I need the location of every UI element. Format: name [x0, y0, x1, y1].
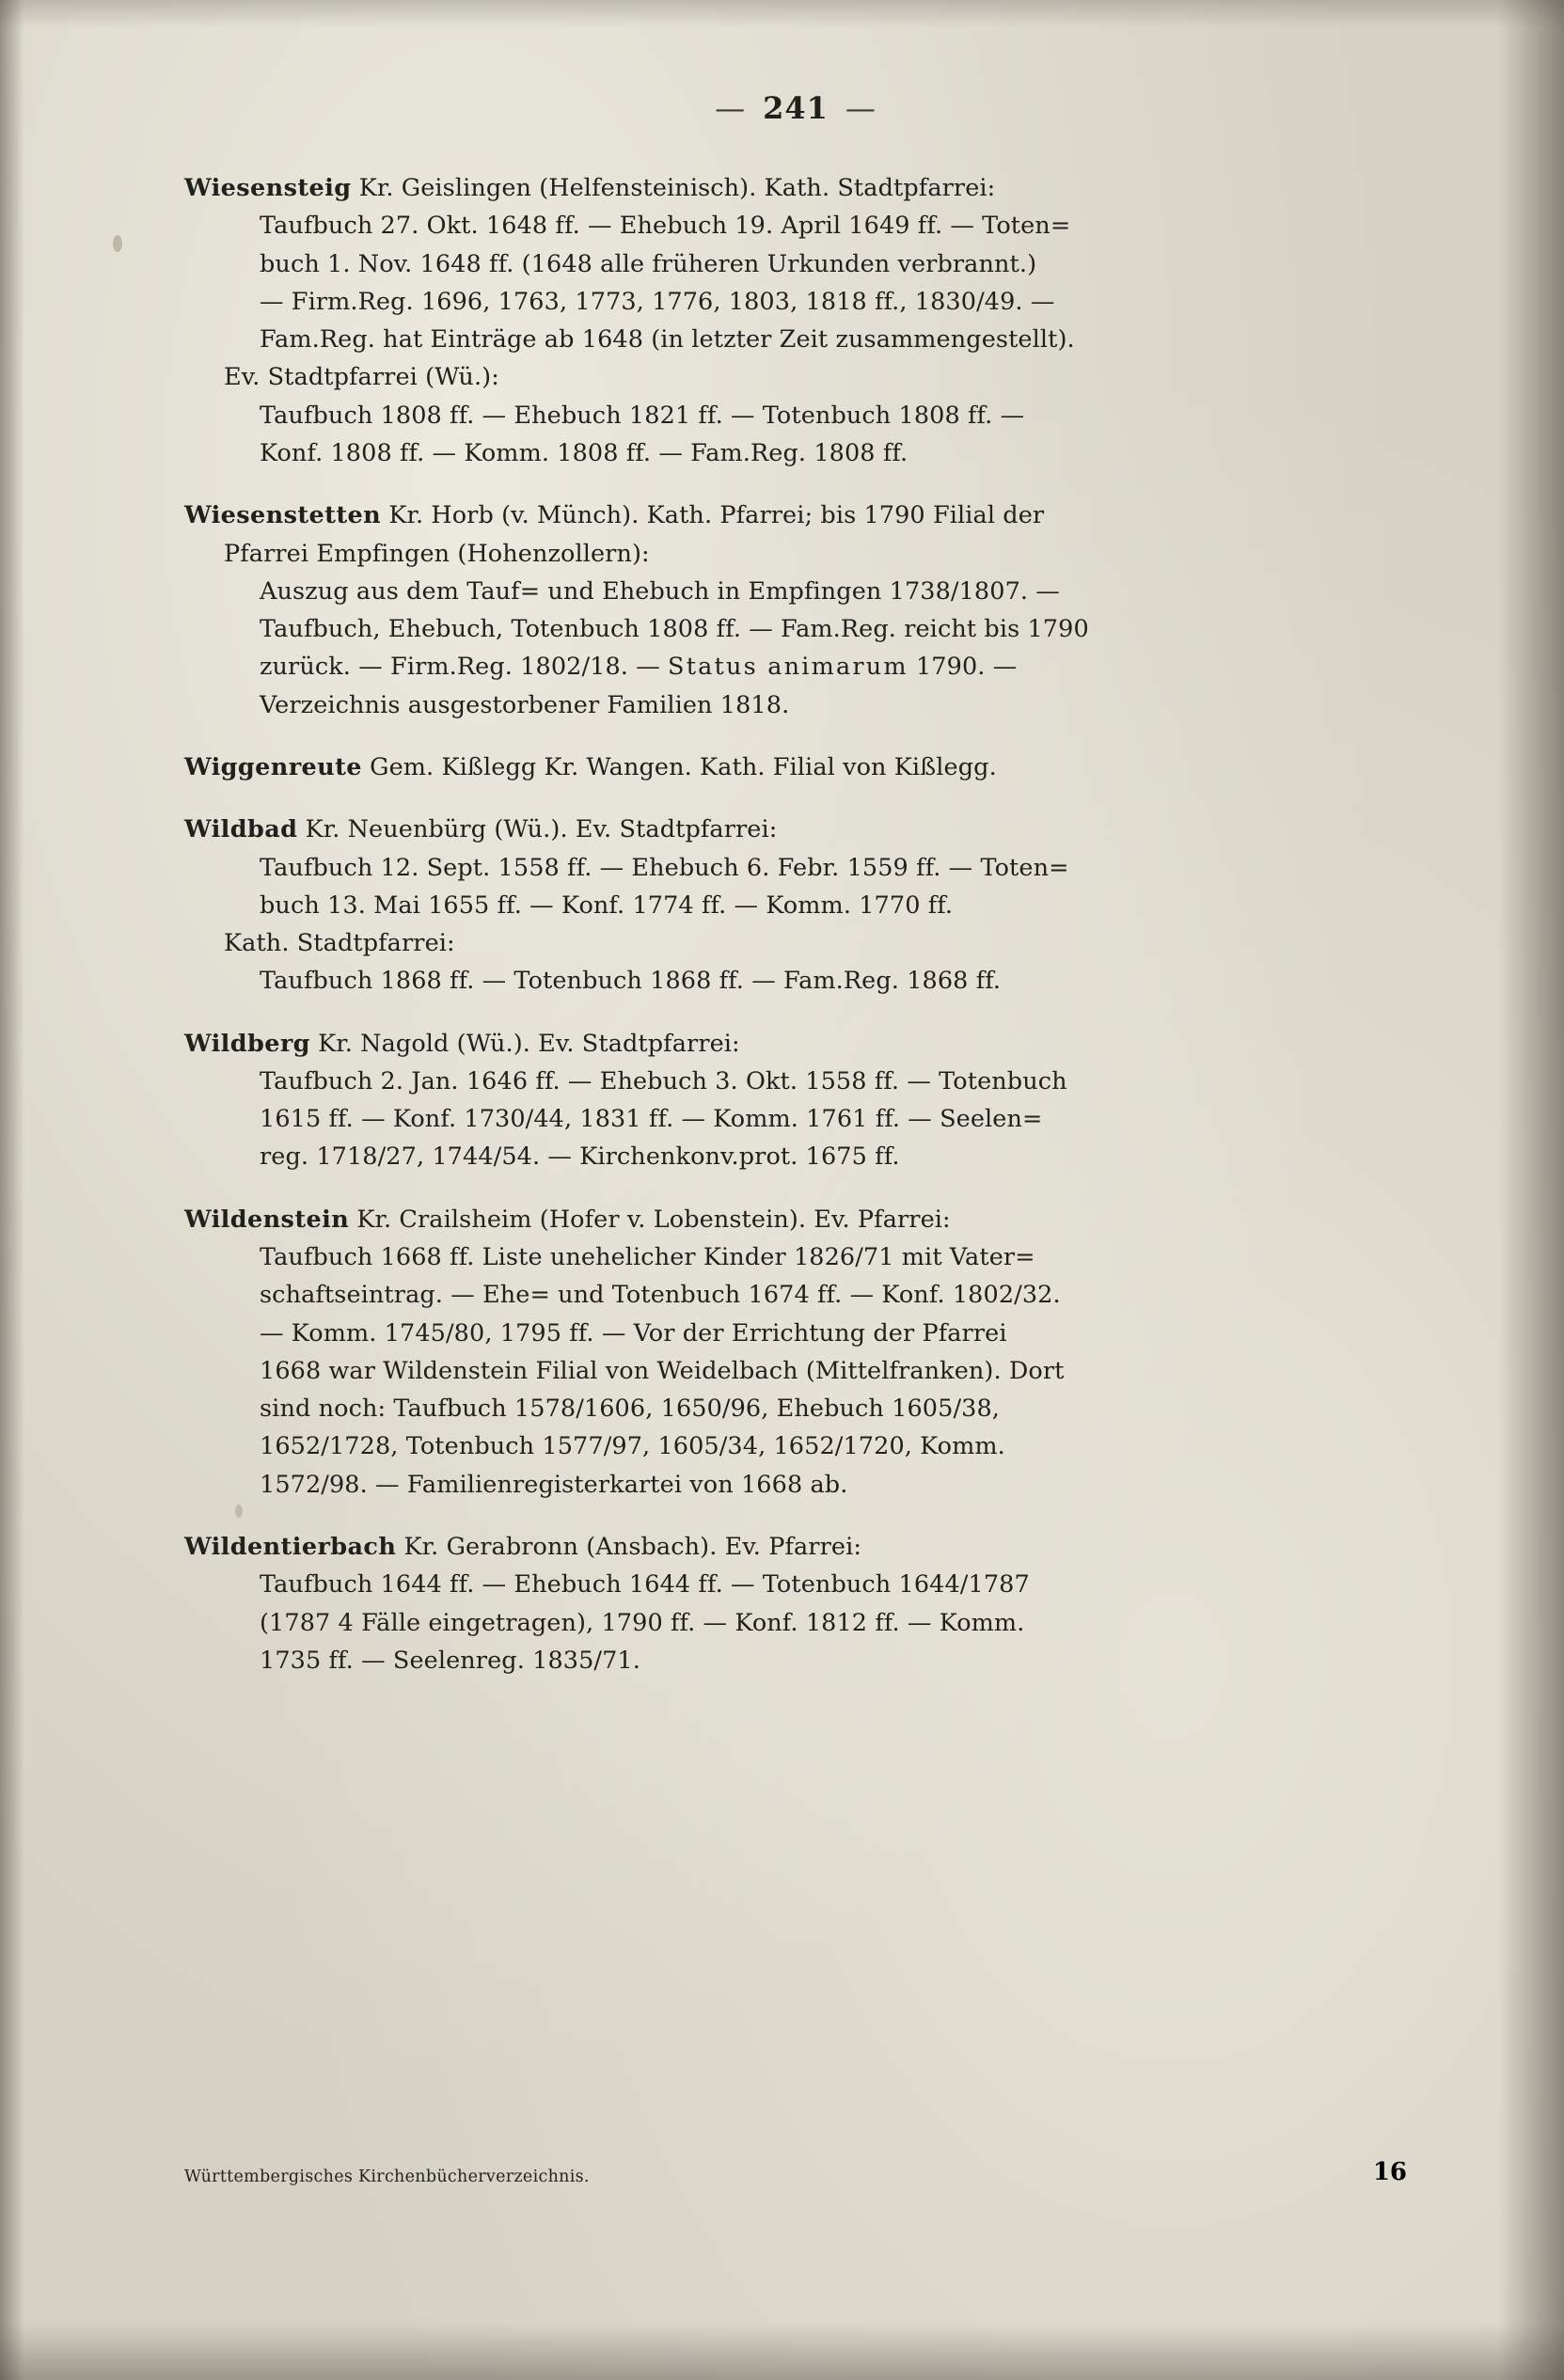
signature-mark: 16	[1372, 2158, 1407, 2186]
entry-line	[184, 496, 1407, 534]
entry-line: Kath. Stadtpfarrei:	[224, 929, 455, 958]
page-content	[184, 90, 1407, 1704]
entry-line: Verzeichnis ausgestorbener Familien 1818.	[260, 690, 790, 719]
entry-line: schaftseintrag. — Ehe= und Totenbuch 1674 ff. — Konf. 1802/32.	[260, 1281, 1061, 1310]
entry-line: reg. 1718/27, 1744/54. — Kirchenkonv.prot. 1675 ff.	[260, 1143, 900, 1172]
page-edge-shadow-left	[0, 0, 24, 2380]
entry-line: Taufbuch 1868 ff. — Totenbuch 1868 ff. — Fam.Reg. 1868 ff.	[260, 967, 1002, 996]
entry-headword: Wildenstein	[184, 1205, 350, 1234]
page-number: 241	[763, 90, 829, 126]
entry-line: Taufbuch 27. Okt. 1648 ff. — Ehebuch 19. April 1649 ff. — Toten=	[260, 212, 1071, 241]
entry-line: 1572/98. — Familienregisterkartei von 1668 ab.	[260, 1470, 848, 1499]
entry-headword: Wildentierbach	[184, 1533, 397, 1561]
entry-line: — Komm. 1745/80, 1795 ff. — Vor der Errichtung der Pfarrei	[260, 1318, 1007, 1348]
entry-line: (1787 4 Fälle eingetragen), 1790 ff. — Konf. 1812 ff. — Komm.	[260, 1608, 1025, 1637]
entry-line: Ev. Stadtpfarrei (Wü.):	[224, 363, 499, 392]
dictionary-entry	[184, 1528, 1407, 1679]
entry-line: Taufbuch 1644 ff. — Ehebuch 1644 ff. — Totenbuch 1644/1787	[260, 1570, 1030, 1600]
entry-headword: Wiesenstetten	[184, 501, 382, 530]
entry-line	[184, 1528, 1407, 1566]
entry-line: Taufbuch 1808 ff. — Ehebuch 1821 ff. — Totenbuch 1808 ff. —	[260, 401, 1025, 430]
entry-line-text: Kr. Crailsheim (Hofer v. Lobenstein). Ev. Pfarrei:	[349, 1205, 951, 1234]
entry-emphasis: Status animarum	[668, 653, 908, 682]
dictionary-entry	[184, 496, 1407, 724]
entry-line-text: Kr. Geislingen (Helfensteinisch). Kath. Stadtpfarrei:	[351, 174, 996, 202]
dictionary-entry	[184, 811, 1407, 1000]
entry-line: Taufbuch 12. Sept. 1558 ff. — Ehebuch 6. Febr. 1559 ff. — Toten=	[260, 853, 1069, 882]
entry-headword: Wiggenreute	[184, 752, 362, 781]
entry-line	[184, 749, 1407, 786]
page-footer	[184, 2158, 1407, 2186]
page-edge-shadow-right	[1498, 0, 1564, 2380]
header-dash-right: —	[845, 90, 877, 126]
entry-headword: Wiesensteig	[184, 174, 352, 202]
entry-line: — Firm.Reg. 1696, 1763, 1773, 1776, 1803, 1818 ff., 1830/49. —	[260, 287, 1055, 316]
entry-line: 1735 ff. — Seelenreg. 1835/71.	[260, 1646, 640, 1675]
entry-headword: Wildberg	[184, 1029, 310, 1058]
paper-speck	[113, 235, 122, 252]
page-edge-shadow-top	[0, 0, 1564, 28]
dictionary-entry	[184, 1201, 1407, 1504]
entry-line-text: Kr. Neuenbürg (Wü.). Ev. Stadtpfarrei:	[297, 815, 778, 844]
entry-line: Konf. 1808 ff. — Komm. 1808 ff. — Fam.Reg. 1808 ff.	[260, 438, 908, 467]
page-header	[184, 90, 1407, 126]
entry-line-text: Kr. Horb (v. Münch). Kath. Pfarrei; bis 1790 Filial der	[381, 501, 1045, 530]
page-edge-shadow-bottom	[0, 2324, 1564, 2380]
dictionary-entry	[184, 169, 1407, 472]
entry-line: buch 1. Nov. 1648 ff. (1648 alle früheren Urkunden verbrannt.)	[260, 249, 1037, 278]
entry-line: Fam.Reg. hat Einträge ab 1648 (in letzter Zeit zusammengestellt).	[260, 325, 1075, 355]
entry-line: Taufbuch, Ehebuch, Totenbuch 1808 ff. — Fam.Reg. reicht bis 1790	[260, 615, 1089, 644]
entry-line: 1615 ff. — Konf. 1730/44, 1831 ff. — Komm. 1761 ff. — Seelen=	[260, 1105, 1043, 1134]
running-title: Württembergisches Kirchenbücherverzeichnis.	[184, 2167, 590, 2186]
entry-line: zurück. — Firm.Reg. 1802/18. — Status animarum 1790. —	[260, 653, 1018, 682]
dictionary-entry	[184, 749, 1407, 786]
entry-line: Taufbuch 1668 ff. Liste unehelicher Kinder 1826/71 mit Vater=	[260, 1243, 1035, 1272]
entry-headword: Wildbad	[184, 815, 298, 844]
entry-line	[184, 1201, 1407, 1238]
entry-line: Pfarrei Empfingen (Hohenzollern):	[224, 539, 650, 568]
entry-line: 1668 war Wildenstein Filial von Weidelbach (Mittelfranken). Dort	[260, 1356, 1065, 1385]
entry-line: Taufbuch 2. Jan. 1646 ff. — Ehebuch 3. Okt. 1558 ff. — Totenbuch	[260, 1066, 1067, 1095]
entry-line	[184, 811, 1407, 848]
entry-line: buch 13. Mai 1655 ff. — Konf. 1774 ff. — Komm. 1770 ff.	[260, 891, 954, 920]
entry-line: 1652/1728, Totenbuch 1577/97, 1605/34, 1652/1720, Komm.	[260, 1432, 1005, 1461]
entry-line: sind noch: Taufbuch 1578/1606, 1650/96, Ehebuch 1605/38,	[260, 1395, 1000, 1424]
header-dash-left: —	[715, 90, 747, 126]
dictionary-entry	[184, 1025, 1407, 1176]
entry-line-text: Gem. Kißlegg Kr. Wangen. Kath. Filial von Kißlegg.	[361, 752, 997, 781]
entry-line	[184, 169, 1407, 207]
entry-line-text: Kr. Nagold (Wü.). Ev. Stadtpfarrei:	[309, 1029, 740, 1058]
entry-line: Auszug aus dem Tauf= und Ehebuch in Empfingen 1738/1807. —	[260, 576, 1060, 606]
entry-line-text: Kr. Gerabronn (Ansbach). Ev. Pfarrei:	[396, 1533, 862, 1561]
entry-line	[184, 1025, 1407, 1063]
